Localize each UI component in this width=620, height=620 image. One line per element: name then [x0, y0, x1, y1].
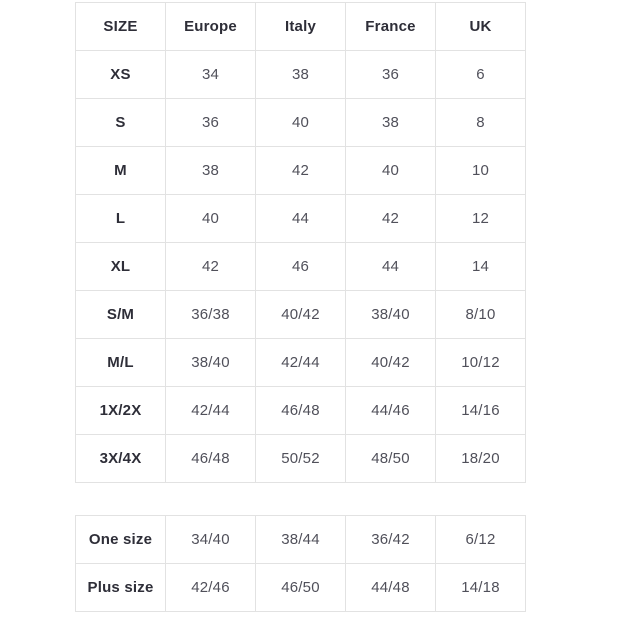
- size-conversion-table: [75, 2, 526, 483]
- size-value-cell: 14: [436, 243, 526, 291]
- size-value-cell: 36/38: [166, 291, 256, 339]
- size-table-header: [76, 3, 526, 51]
- size-value-cell: 18/20: [436, 435, 526, 483]
- column-header: Italy: [256, 3, 346, 51]
- size-value-cell: 38: [256, 51, 346, 99]
- size-label-cell: L: [76, 195, 166, 243]
- size-value-cell: 14/18: [436, 564, 526, 612]
- size-value-cell: 34/40: [166, 516, 256, 564]
- size-value-cell: 38/40: [346, 291, 436, 339]
- size-value-cell: 8/10: [436, 291, 526, 339]
- table-row: [76, 339, 526, 387]
- size-value-cell: 38: [166, 147, 256, 195]
- size-label-cell: Plus size: [76, 564, 166, 612]
- size-value-cell: 42/44: [166, 387, 256, 435]
- column-header: UK: [436, 3, 526, 51]
- size-value-cell: 6/12: [436, 516, 526, 564]
- size-value-cell: 42/46: [166, 564, 256, 612]
- column-header: France: [346, 3, 436, 51]
- special-sizes-table: [75, 515, 526, 612]
- size-value-cell: 38/40: [166, 339, 256, 387]
- size-value-cell: 8: [436, 99, 526, 147]
- size-label-cell: S/M: [76, 291, 166, 339]
- table-row: [76, 147, 526, 195]
- size-value-cell: 40: [166, 195, 256, 243]
- size-value-cell: 42: [256, 147, 346, 195]
- table-row: [76, 435, 526, 483]
- size-value-cell: 42: [166, 243, 256, 291]
- size-value-cell: 40: [346, 147, 436, 195]
- table-row: [76, 387, 526, 435]
- size-value-cell: 42/44: [256, 339, 346, 387]
- size-value-cell: 42: [346, 195, 436, 243]
- size-value-cell: 48/50: [346, 435, 436, 483]
- size-value-cell: 46/50: [256, 564, 346, 612]
- size-value-cell: 10: [436, 147, 526, 195]
- size-value-cell: 46/48: [166, 435, 256, 483]
- size-value-cell: 36: [346, 51, 436, 99]
- size-label-cell: M/L: [76, 339, 166, 387]
- size-value-cell: 6: [436, 51, 526, 99]
- size-value-cell: 44/48: [346, 564, 436, 612]
- size-label-cell: S: [76, 99, 166, 147]
- table-row: [76, 243, 526, 291]
- column-header: Europe: [166, 3, 256, 51]
- table-row: [76, 291, 526, 339]
- size-value-cell: 44: [256, 195, 346, 243]
- size-label-cell: M: [76, 147, 166, 195]
- size-value-cell: 38/44: [256, 516, 346, 564]
- size-label-cell: 3X/4X: [76, 435, 166, 483]
- table-row: [76, 99, 526, 147]
- size-value-cell: 46: [256, 243, 346, 291]
- size-value-cell: 10/12: [436, 339, 526, 387]
- size-label-cell: XL: [76, 243, 166, 291]
- size-value-cell: 36/42: [346, 516, 436, 564]
- header-row: [76, 3, 526, 51]
- table-row: [76, 51, 526, 99]
- size-value-cell: 46/48: [256, 387, 346, 435]
- size-table-body: [76, 51, 526, 483]
- size-value-cell: 40/42: [346, 339, 436, 387]
- size-label-cell: One size: [76, 516, 166, 564]
- table-row: [76, 195, 526, 243]
- size-value-cell: 14/16: [436, 387, 526, 435]
- size-value-cell: 50/52: [256, 435, 346, 483]
- size-value-cell: 34: [166, 51, 256, 99]
- size-value-cell: 38: [346, 99, 436, 147]
- size-value-cell: 36: [166, 99, 256, 147]
- size-value-cell: 44: [346, 243, 436, 291]
- column-header: SIZE: [76, 3, 166, 51]
- table-row: [76, 564, 526, 612]
- table-row: [76, 516, 526, 564]
- size-value-cell: 12: [436, 195, 526, 243]
- special-sizes-body: [76, 516, 526, 612]
- size-value-cell: 40: [256, 99, 346, 147]
- size-value-cell: 44/46: [346, 387, 436, 435]
- size-label-cell: XS: [76, 51, 166, 99]
- size-value-cell: 40/42: [256, 291, 346, 339]
- size-label-cell: 1X/2X: [76, 387, 166, 435]
